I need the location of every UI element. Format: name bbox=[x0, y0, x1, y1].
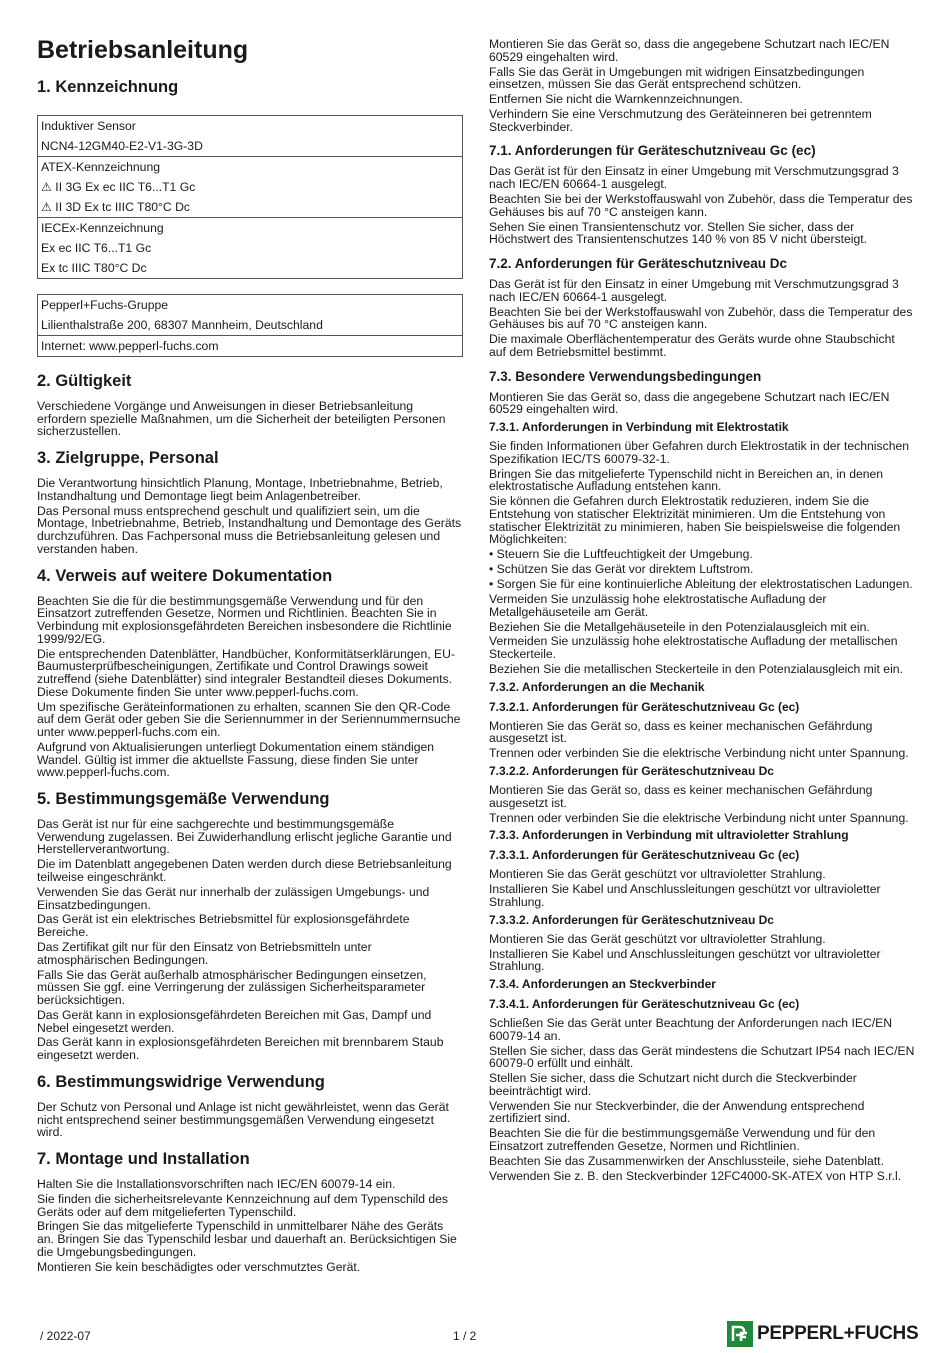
footer-date: / 2022-07 bbox=[40, 1329, 91, 1343]
paragraph: • Sorgen Sie für eine kontinuierliche Ableitung der elektrostatischen Ladungen. bbox=[489, 577, 913, 592]
paragraph: Das Gerät ist für den Einsatz in einer Umgebung mit Verschmutzungsgrad 3 nach IEC/EN 60664-1 ausgelegt. bbox=[489, 164, 899, 192]
paragraph: Die entsprechenden Datenblätter, Handbücher, Konformitätserklärungen, EU-Baumusterprüfbescheinigungen, Zertifikate und Control Drawings soweit zutreffend (siehe Datenblätter) sind integraler Bestandteil dieses Dokuments. Diese Dokumente finden Sie unter www.pepperl-fuchs.com. bbox=[37, 646, 456, 699]
paragraph: Das Gerät kann in explosionsgefährdeten Bereichen mit brennbarem Staub eingesetzt werden. bbox=[37, 1035, 444, 1063]
paragraph: Beachten Sie das Zusammenwirken der Anschlussteile, siehe Datenblatt. bbox=[489, 1153, 884, 1168]
paragraph: Sehen Sie einen Transientenschutz vor. Stellen Sie sicher, dass der Höchstwert des Transientenschutzes 140 % von 85 V nicht übersteigt. bbox=[489, 219, 868, 247]
box2-row: Lilienthalstraße 200, 68307 Mannheim, Deutschland bbox=[41, 318, 323, 332]
paragraph: Trennen oder verbinden Sie die elektrische Verbindung nicht unter Spannung. bbox=[489, 746, 909, 761]
paragraph: Beachten Sie bei der Werkstoffauswahl von Zubehör, dass die Temperatur des Gehäuses bis auf 70 °C ansteigen kann. bbox=[489, 192, 913, 219]
paragraph: Verwenden Sie das Gerät nur innerhalb der zulässigen Umgebungs- und Einsatzbedingungen. bbox=[37, 884, 430, 912]
paragraph: Sie finden Informationen über Gefahren durch Elektrostatik in der technischen Spezifikation IEC/TS 60079-32-1. bbox=[489, 439, 910, 466]
paragraph: Um spezifische Geräteinformationen zu erhalten, scannen Sie den QR-Code auf dem Gerät oder geben Sie die Seriennummer in der Seriennummernsuche unter www.pepperl-fuchs.com ein. bbox=[37, 699, 461, 739]
section bbox=[37, 371, 463, 438]
subsubsection-heading: 7.3.3.1. Anforderungen für Geräteschutzniveau Gc (ec) bbox=[489, 848, 800, 863]
paragraph: Beachten Sie die für die bestimmungsgemäße Verwendung und für den Einsatzort zutreffenden Gesetze, Normen und Richtlinien. bbox=[489, 1126, 876, 1153]
section-heading: 4. Verweis auf weitere Dokumentation bbox=[37, 566, 333, 585]
section bbox=[37, 789, 463, 1062]
section-heading: 3. Zielgruppe, Personal bbox=[37, 449, 219, 468]
section-heading: 6. Bestimmungswidrige Verwendung bbox=[37, 1072, 325, 1091]
box1-row: ⚠ II 3G Ex ec IIC T6...T1 Gc bbox=[41, 180, 196, 194]
box1-row: Induktiver Sensor bbox=[41, 119, 136, 133]
brand-logo-icon bbox=[727, 1321, 753, 1347]
paragraph: Das Gerät ist nur für eine sachgerechte und bestimmungsgemäße Verwendung zugelassen. Bei Zuwiderhandlung erlischt jegliche Garantie und Herstellerverantwortung. bbox=[37, 816, 452, 857]
paragraph: Montieren Sie das Gerät geschützt vor ultravioletter Strahlung. bbox=[489, 931, 826, 946]
paragraph: Vermeiden Sie unzulässig hohe elektrostatische Aufladung der Metallgehäuseteile am Gerät. bbox=[489, 591, 827, 619]
paragraph: Verhindern Sie eine Verschmutzung des Geräteinneren bei getrenntem Steckverbinder. bbox=[489, 107, 872, 134]
paragraph: Montieren Sie das Gerät so, dass die angegebene Schutzart nach IEC/EN 60529 eingehalten wird. bbox=[489, 37, 890, 64]
section-heading-1: 1. Kennzeichnung bbox=[37, 78, 179, 96]
paragraph: Montieren Sie das Gerät so, dass es keiner mechanischen Gefährdung ausgesetzt ist. bbox=[489, 718, 873, 746]
paragraph: Beziehen Sie die metallischen Steckerteile in den Potenzialausgleich mit ein. bbox=[489, 662, 903, 677]
paragraph: Installieren Sie Kabel und Anschlussleitungen geschützt vor ultravioletter Strahlung. bbox=[489, 946, 881, 974]
subsubsection-heading: 7.3.3. Anforderungen in Verbindung mit ultravioletter Strahlung bbox=[489, 828, 849, 843]
paragraph: Die im Datenblatt angegebenen Daten werden durch diese Betriebsanleitung teilweise eingeschränkt. bbox=[37, 857, 452, 884]
paragraph: Stellen Sie sicher, dass das Gerät mindestens die Schutzart IP54 nach IEC/EN 60079-0 erfüllt und einhält. bbox=[489, 1043, 915, 1071]
paragraph: Halten Sie die Installationsvorschriften nach IEC/EN 60079-14 ein. bbox=[37, 1177, 396, 1191]
paragraph: Die maximale Oberflächentemperatur des Geräts wurde ohne Staubschicht auf dem Betriebsmittel bestimmt. bbox=[489, 332, 895, 359]
paragraph: Verwenden Sie nur Steckverbinder, die der Anwendung entsprechend zertifiziert sind. bbox=[489, 1098, 865, 1126]
paragraph: Das Gerät ist ein elektrisches Betriebsmittel für explosionsgefährdete Bereiche. bbox=[37, 912, 410, 940]
box1-row: NCN4-12GM40-E2-V1-3G-3D bbox=[41, 139, 203, 153]
section-heading: 5. Bestimmungsgemäße Verwendung bbox=[37, 789, 330, 808]
right-column bbox=[489, 38, 915, 1185]
box1-row: IECEx-Kennzeichnung bbox=[38, 217, 462, 238]
paragraph: Trennen oder verbinden Sie die elektrische Verbindung nicht unter Spannung. bbox=[489, 810, 909, 825]
paragraph: Bringen Sie das mitgelieferte Typenschild nicht in Bereichen an, in denen elektrostatische Aufladung entstehen kann. bbox=[489, 466, 884, 494]
paragraph: Das Gerät ist für den Einsatz in einer Umgebung mit Verschmutzungsgrad 3 nach IEC/EN 60664-1 ausgelegt. bbox=[489, 277, 899, 304]
box1-row: ⚠ II 3D Ex tc IIIC T80°C Dc bbox=[41, 200, 190, 214]
section bbox=[37, 566, 463, 779]
paragraph: Beachten Sie die für die bestimmungsgemäße Verwendung und für den Einsatzort zutreffenden Gesetze, Normen und Richtlinien. Beachten Sie in Verbindung mit explosionsgefährdeten Bereichen insbesondere die Richtlinie 1999/92/EG. bbox=[37, 593, 452, 646]
subsection-heading: 7.1. Anforderungen für Geräteschutzniveau Gc (ec) bbox=[489, 143, 816, 159]
paragraph: • Schützen Sie das Gerät vor direktem Luftstrom. bbox=[489, 562, 754, 577]
page-number: 1 / 2 bbox=[453, 1329, 477, 1343]
paragraph: Montieren Sie das Gerät geschützt vor ultravioletter Strahlung. bbox=[489, 867, 826, 882]
subsection-heading: 7.2. Anforderungen für Geräteschutzniveau Dc bbox=[489, 256, 788, 272]
brand-name: PEPPERL+FUCHS bbox=[757, 1323, 919, 1344]
box2-row: Pepperl+Fuchs-Gruppe bbox=[41, 298, 169, 312]
page-title: Betriebsanleitung bbox=[37, 36, 249, 64]
paragraph: Bringen Sie das mitgelieferte Typenschild in unmittelbarer Nähe des Geräts an. Bringen Sie das Typenschild lesbar und dauerhaft an. Berücksichtigen Sie die Umgebungsbedingungen. bbox=[37, 1219, 457, 1259]
subsubsection-heading: 7.3.3.2. Anforderungen für Geräteschutzniveau Dc bbox=[489, 912, 774, 927]
paragraph: Montieren Sie das Gerät so, dass die angegebene Schutzart nach IEC/EN 60529 eingehalten wird. bbox=[489, 389, 890, 417]
paragraph: Sie können die Gefahren durch Elektrostatik reduzieren, indem Sie die Entstehung von statischer Elektrizität minimieren. Um die Entstehung von statischer Elektrizität zu minimieren, haben Sie beispielsweise die folgenden Möglichkeiten: bbox=[489, 494, 901, 547]
paragraph: • Steuern Sie die Luftfeuchtigkeit der Umgebung. bbox=[489, 547, 753, 562]
paragraph: Das Gerät kann in explosionsgefährdeten Bereichen mit Gas, Dampf und Nebel eingesetzt werden. bbox=[37, 1007, 432, 1035]
left-sections bbox=[37, 371, 463, 1283]
paragraph: Montieren Sie das Gerät so, dass es keiner mechanischen Gefährdung ausgesetzt ist. bbox=[489, 783, 873, 810]
marking-table bbox=[37, 115, 463, 279]
paragraph: Das Personal muss entsprechend geschult und qualifiziert sein, um die Montage, Inbetriebnahme, Betrieb, Instandhaltung und Demontage des Geräts durchzuführen. Das Fachpersonal muss die Betriebsanleitung gelesen und verstanden haben. bbox=[37, 503, 462, 556]
paragraph: Sie finden die sicherheitsrelevante Kennzeichnung auf dem Typenschild des Geräts oder auf dem mitgelieferten Typenschild. bbox=[37, 1191, 449, 1219]
paragraph: Vermeiden Sie unzulässig hohe elektrostatische Aufladung der metallischen Steckerteile. bbox=[489, 634, 898, 662]
section-heading: 2. Gültigkeit bbox=[37, 372, 132, 390]
box2-row: Internet: www.pepperl-fuchs.com bbox=[38, 335, 462, 356]
paragraph: Beziehen Sie die Metallgehäuseteile in den Potenzialausgleich mit ein. bbox=[489, 619, 870, 634]
company-table bbox=[37, 294, 463, 357]
paragraph: Entfernen Sie nicht die Warnkennzeichnungen. bbox=[489, 92, 743, 107]
paragraph: Verschiedene Vorgänge und Anweisungen in dieser Betriebsanleitung erfordern spezielle Maßnahmen, um die Sicherheit der beteiligten Personen sicherzustellen. bbox=[37, 399, 446, 439]
section bbox=[37, 1072, 463, 1139]
paragraph: Stellen Sie sicher, dass die Schutzart nicht durch die Steckverbinder beeinträchtigt wird. bbox=[489, 1071, 857, 1098]
paragraph: Aufgrund von Aktualisierungen unterliegt Dokumentation einem ständigen Wandel. Gültig ist immer die aktuellste Fassung, diese finden Sie unter www.pepperl-fuchs.com. bbox=[37, 739, 435, 780]
paragraph: Beachten Sie bei der Werkstoffauswahl von Zubehör, dass die Temperatur des Gehäuses bis auf 70 °C ansteigen kann. bbox=[489, 304, 913, 332]
section bbox=[37, 1149, 463, 1273]
subsection-heading: 7.3. Besondere Verwendungsbedingungen bbox=[489, 368, 762, 384]
subsubsection-heading: 7.3.4.1. Anforderungen für Geräteschutzniveau Gc (ec) bbox=[489, 996, 800, 1011]
subsubsection-heading: 7.3.2. Anforderungen an die Mechanik bbox=[489, 679, 705, 694]
paragraph: Falls Sie das Gerät außerhalb atmosphärischer Bedingungen einsetzen, müssen Sie ggf. eine Verringerung der zulässigen Sicherheitsparameter berücksichtigen. bbox=[37, 967, 427, 1007]
box1-row: Ex tc IIIC T80°C Dc bbox=[41, 261, 147, 275]
subsubsection-heading: 7.3.2.2. Anforderungen für Geräteschutzniveau Dc bbox=[489, 764, 774, 779]
brand-logo bbox=[727, 1321, 918, 1347]
paragraph: Montieren Sie kein beschädigtes oder verschmutztes Gerät. bbox=[37, 1259, 361, 1274]
paragraph: Verwenden Sie z. B. den Steckverbinder 12FC4000-SK-ATEX von HTP S.r.l. bbox=[489, 1168, 902, 1183]
subsubsection-heading: 7.3.1. Anforderungen in Verbindung mit Elektrostatik bbox=[489, 420, 789, 435]
paragraph: Das Zertifikat gilt nur für den Einsatz von Betriebsmitteln unter atmosphärischen Bedingungen. bbox=[37, 940, 372, 967]
box1-row: ATEX-Kennzeichnung bbox=[38, 156, 462, 177]
paragraph: Der Schutz von Personal und Anlage ist nicht gewährleistet, wenn das Gerät nicht entsprechend seiner bestimmungsgemäßen Verwendung eingesetzt wird. bbox=[37, 1099, 449, 1140]
subsubsection-heading: 7.3.2.1. Anforderungen für Geräteschutzniveau Gc (ec) bbox=[489, 699, 800, 714]
subsubsection-heading: 7.3.4. Anforderungen an Steckverbinder bbox=[489, 976, 716, 991]
paragraph: Schließen Sie das Gerät unter Beachtung der Anforderungen nach IEC/EN 60079-14 an. bbox=[489, 1015, 893, 1043]
paragraph: Die Verantwortung hinsichtlich Planung, Montage, Inbetriebnahme, Betrieb, Instandhaltung und Demontage liegt beim Anlagenbetreiber. bbox=[37, 476, 443, 503]
paragraph: Falls Sie das Gerät in Umgebungen mit widrigen Einsatzbedingungen einsetzen, müssen Sie das Gerät entsprechend schützen. bbox=[489, 64, 865, 92]
section bbox=[37, 448, 463, 555]
paragraph: Installieren Sie Kabel und Anschlussleitungen geschützt vor ultravioletter Strahlung. bbox=[489, 882, 881, 909]
box1-row: Ex ec IIC T6...T1 Gc bbox=[41, 241, 152, 255]
section-heading: 7. Montage und Installation bbox=[37, 1150, 250, 1168]
